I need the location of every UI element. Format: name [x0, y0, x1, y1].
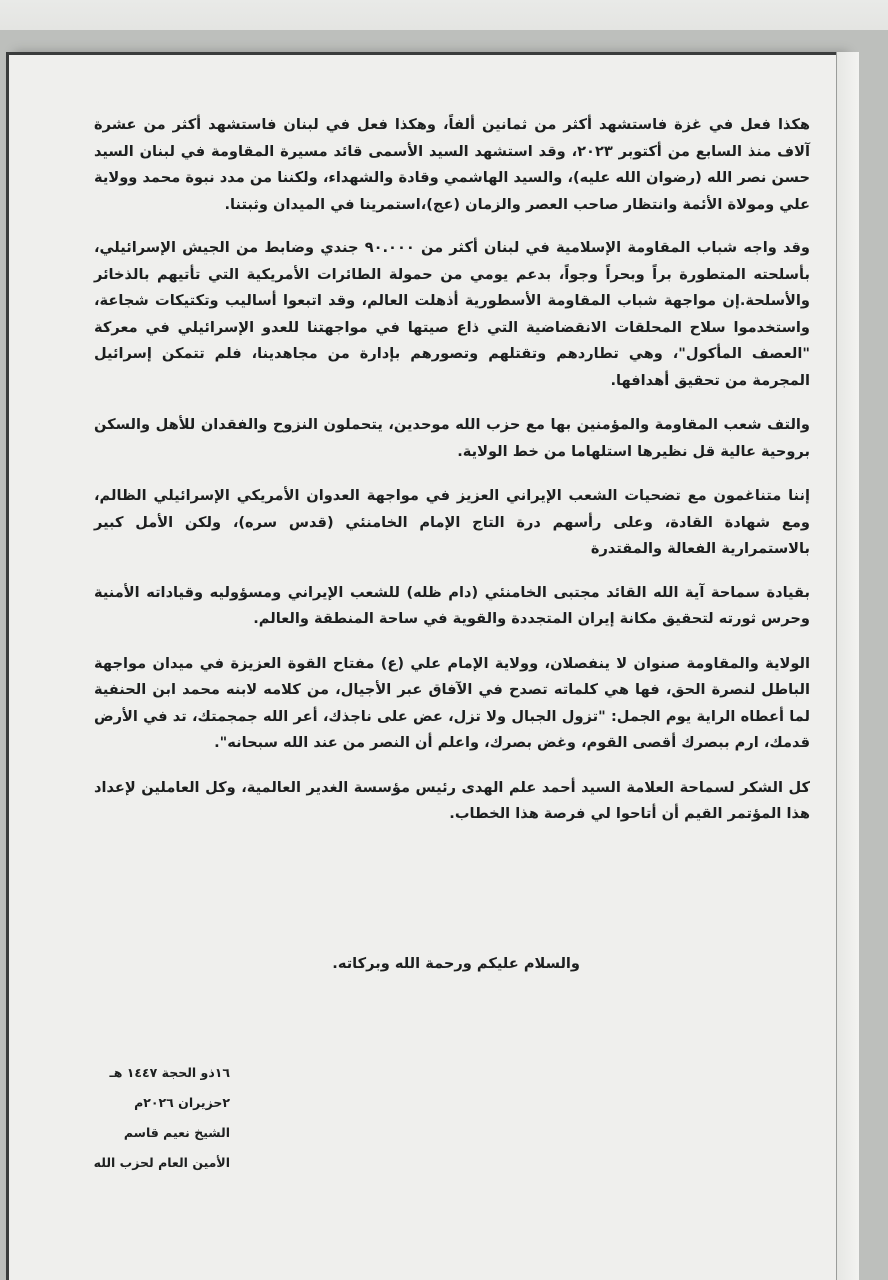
hijri-date: ١٦ذو الحجة ١٤٤٧ هـ — [109, 1065, 230, 1080]
paragraph-wilaya-resistance: الولاية والمقاومة صنوان لا ينفصلان، وولاية الإمام علي (ع) مفتاح القوة العزيزة في ميدان مواجهة الباطل لنصرة الحق، فها هي كلماته تصدح في الآفاق عبر الأجيال، من كلامه لابنه محمد ابن الحنفية لما أعطاه الراية يوم الجمل: "تزول الجبال ولا تزل، عض على ناجذك، أعر الله جمجمتك، تد في الأرض قدمك، ارم ببصرك أقصى القوم، وغض بصرك، واعلم أن النصر من عند الله سبحانه". — [94, 654, 810, 751]
paragraph-iran-leadership: بقيادة سماحة آية الله القائد مجتبى الخامنئي (دام ظله) للشعب الإيراني ومسؤوليه وقياداته الأمنية وحرس ثورته لتحقيق مكانة إيران المتجددة والقوية في ساحة المنطقة والعالم. — [94, 583, 810, 627]
signature-block — [40, 1058, 230, 1178]
paragraph-gaza-lebanon: هكذا فعل في غزة فاستشهد أكثر من ثمانين ألفاً، وهكذا فعل في لبنان فاستشهد أكثر من عشرة آلاف منذ السابع من أكتوبر ٢٠٢٣، وقد استشهد السيد الأسمى قائد مسيرة المقاومة في لبنان السيد حسن نصر الله (رضوان الله عليه)، والسيد الهاشمي وقادة والشهداء، ولكننا من مدد نبوة محمد وولاية علي ومولاة الأئمة وانتظار صاحب العصر والزمان (عج)،استمرينا في الميدان وثبتنا. — [94, 116, 810, 213]
closing-greeting: والسلام عليكم ورحمة الله وبركاته. — [332, 955, 580, 972]
gregorian-date: ٢حزيران ٢٠٢٦م — [134, 1095, 230, 1110]
paragraph-resistance-fighters: وقد واجه شباب المقاومة الإسلامية في لبنان أكثر من ٩٠.٠٠٠ جندي وضابط من الجيش الإسرائيلي، بأسلحته المتطورة براً وبحراً وجواً، بدعم يومي من حمولة الطائرات الأمريكية التي تأتيهم بالذخائر والأسلحة.إن مواجهة شباب المقاومة الأسطورية أذهلت العالم، وقد اتبعوا أساليب وتكتيكات شجاعة، واستخدموا سلاح المحلقات الانقضاضية التي ذاع صيتها في مواجهتنا للعدو الإسرائيلي في معركة "العصف المأكول"، وهي تطاردهم وتقتلهم وتصورهم بإدارة من مجاهدينا، فلم تتمكن إسرائيل المجرمة من تحقيق أهدافها. — [94, 239, 811, 389]
paragraph-iran-sacrifices: إننا متناغمون مع تضحيات الشعب الإيراني العزيز في مواجهة العدوان الأمريكي الإسرائيلي الظالم، ومع شهادة القادة، وعلى رأسهم درة التاج الإمام الخامنئي (قدس سره)، ولكن الأمل كبير بالاستمرارية الفعالة والمقتدرة — [94, 487, 810, 557]
signatory-title: الأمين العام لحزب الله — [93, 1155, 230, 1170]
paragraph-thanks: كل الشكر لسماحة العلامة السيد أحمد علم الهدى رئيس مؤسسة الغدير العالمية، وكل العاملين لإعداد هذا المؤتمر القيم أن أتاحوا لي فرصة هذا الخطاب. — [94, 778, 810, 822]
signatory-name: الشيخ نعيم قاسم — [123, 1125, 230, 1140]
paragraph-people-unity: والتف شعب المقاومة والمؤمنين بها مع حزب الله موحدين، يتحملون النزوح والفقدان للأهل والسكن بروحية عالية قل نظيرها استلهاما من خط الولاية. — [94, 416, 810, 460]
document-body — [94, 112, 810, 845]
